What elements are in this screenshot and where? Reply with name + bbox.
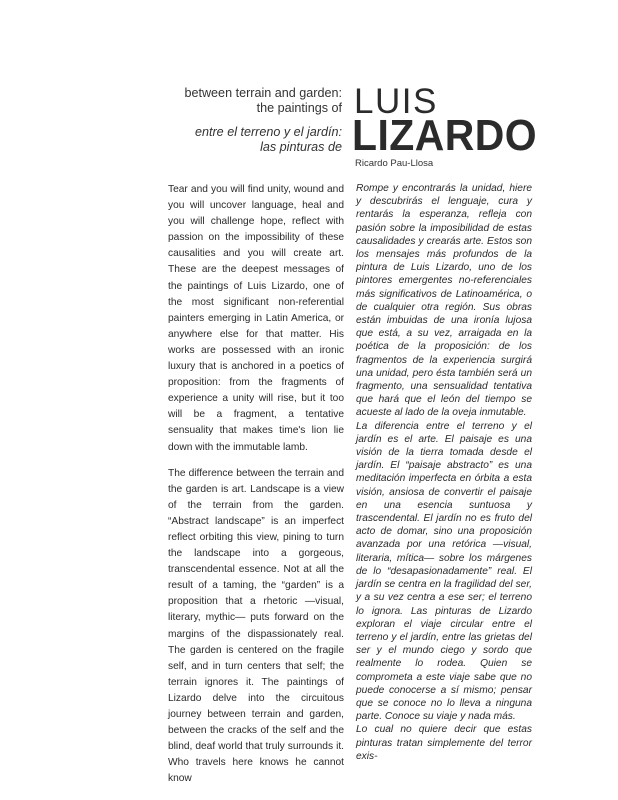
- author-byline: Ricardo Pau-Llosa: [355, 158, 434, 169]
- subtitle-spanish-line-1: entre el terreno y el jardín:: [194, 125, 342, 139]
- artist-first-name: LUIS: [354, 82, 438, 121]
- subtitle-spanish: [195, 125, 342, 155]
- spanish-paragraph-3: Lo cual no quiere decir que estas pinturas tratan simplemente del terror exis-: [356, 724, 532, 762]
- subtitle-english: [184, 86, 342, 116]
- english-paragraph-1: Tear and you will find unity, wound and you will uncover language, heal and you will challenge hope, reflect with passion on the impossibility of these causalities and you will create art. These are the deepest messages of the paintings of Luis Lizardo, one of the most significant non-referential painters emerging in Latin America, or anywhere else for that matter. His works are possessed with an ironic luxury that is anchored in a poetics of proposition: from the fragments of experience a unity will rise, but it too will be a fragment, a tentative sensuality that makes time's lion lie down with the immutable lamb.: [168, 184, 344, 453]
- spanish-paragraph-2: La diferencia entre el terreno y el jardín es el arte. El paisaje es una visión de la tierra tomada desde el jardín. El “paisaje abstracto” es una meditación imperfecta en órbita a esta visión, ansiosa de convertir el paisaje en una esencia suntuosa y trascendental. El jardín no es fruto del acto de domar, sino una proposición avanzada por una retórica —visual, literaria, mítica— sobre los márgenes de lo “desapasionadamente” real. El jardín se centra en la fragilidad del ser, y a su vez centra a ese ser; el terreno lo ignora. Las pinturas de Lizardo exploran el viaje circular entre el terreno y el jardín, entre las grietas del ser y el mundo ciego y sordo que realmente lo rodea. Quien se comprometa a este viaje sabe que no puede conocerse a sí mismo; pensar que se conoce no lo lleva a ninguna parte. Conoce su viaje y nada más.: [356, 420, 532, 723]
- subtitle-english-line-1: between terrain and garden:: [184, 86, 342, 100]
- spanish-paragraph-1: Rompe y encontrarás la unidad, hiere y descubrirás el lenguaje, cura y rentarás la esperanza, refleja con pasión sobre la imposibilidad de estas causalidades y crearás arte. Estos son los mensajes más profundos de la pintura de Luis Lizardo, uno de los pintores emergentes no-referenciales más significativos de Latinoamérica, o de cualquier otra región. Sus obras están imbuidas de una ironía lujosa que está, a su vez, arraigada en la poética de la proposición: de los fragmentos de la experiencia surgirá una unidad, pero ésta también será un fragmento, una sensualidad tentativa que hará que el león del tiempo se acueste al lado de la oveja inmutable.: [356, 183, 532, 419]
- subtitle-spanish-line-2: las pinturas de: [260, 140, 342, 154]
- english-text-column: [168, 182, 344, 797]
- artist-last-name: LIZARDO: [352, 111, 538, 160]
- subtitle-english-line-2: the paintings of: [256, 101, 342, 115]
- english-paragraph-2: The difference between the terrain and the garden is art. Landscape is a view of the terrain from the garden. “Abstract landscape” is an imperfect reflect orbiting this view, pining to turn the landscape into a gorgeous, transcendental essence. Not at all the result of a taming, the “garden” is a proposition that a rhetoric —visual, literary, mythic— puts forward on the margins of the dispassionately real. The garden is centered on the fragile self, and in turn centers that self; the terrain ignores it. The paintings of Lizardo delve into the circuitous journey between terrain and garden, between the cracks of the self and the blind, deaf world that truly surrounds it. Who travels here knows he cannot know: [168, 467, 344, 785]
- spanish-text-column: [356, 182, 532, 763]
